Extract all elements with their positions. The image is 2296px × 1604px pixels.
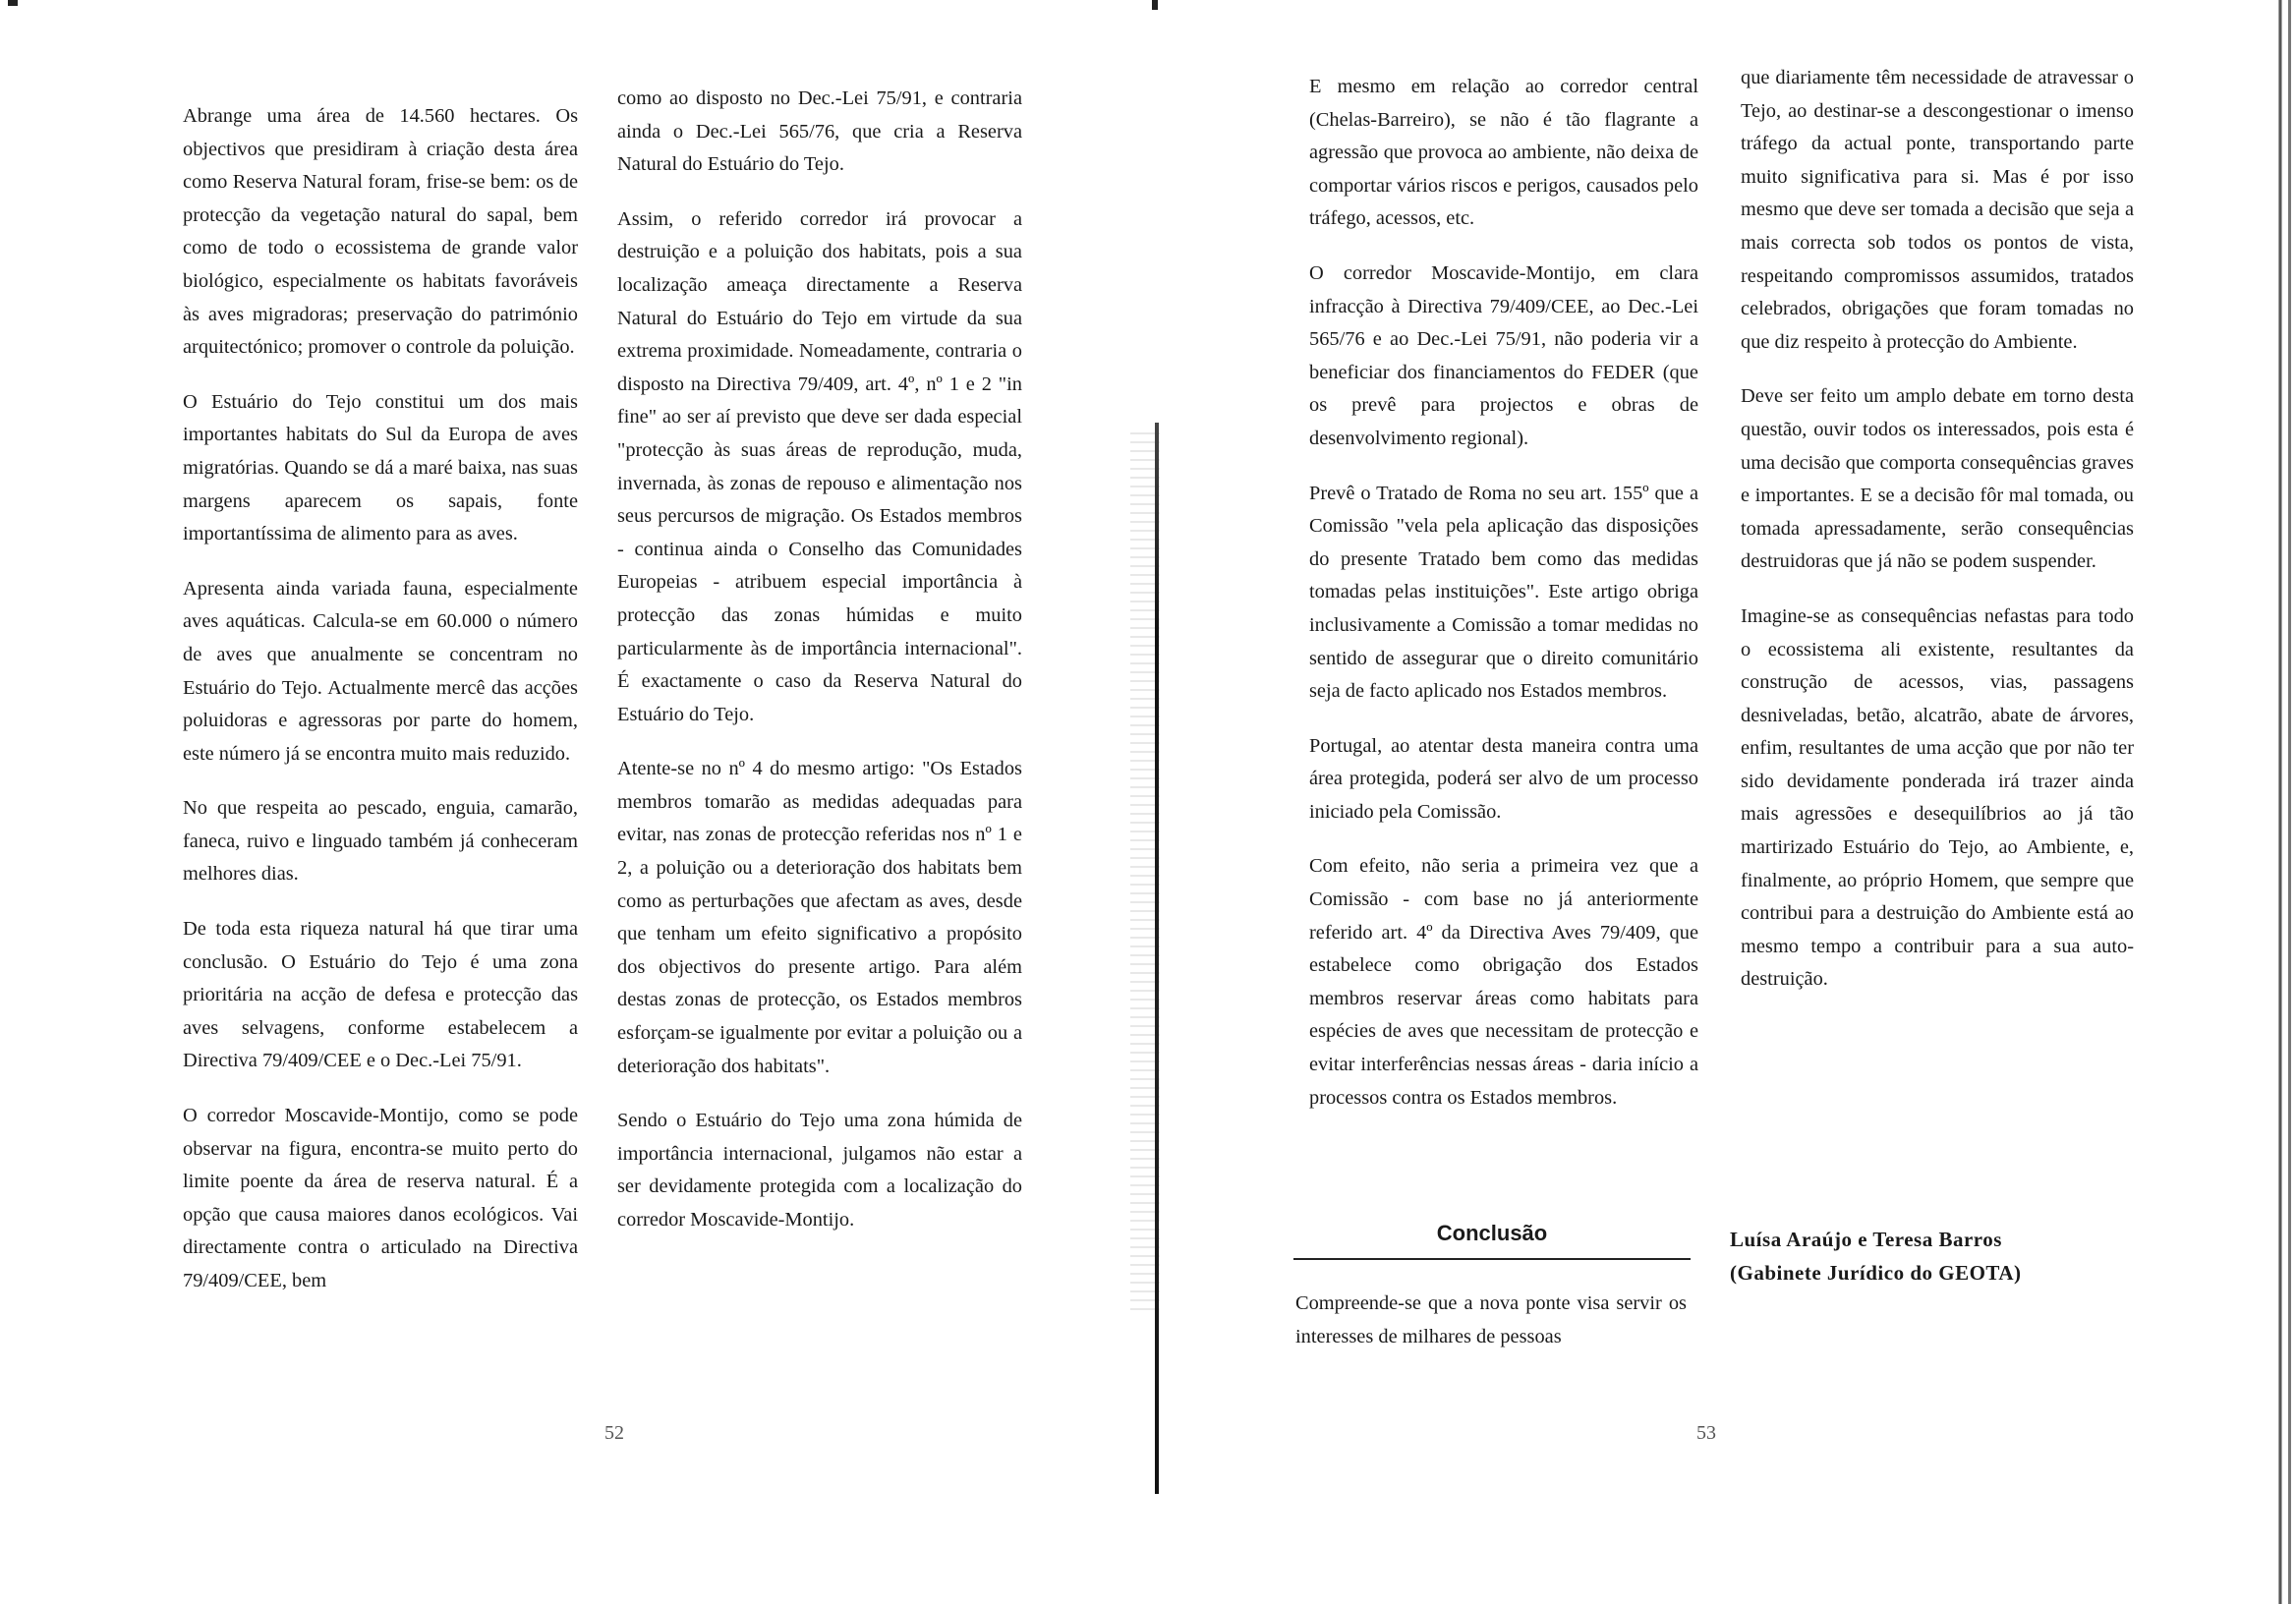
scan-mark: [1152, 0, 1158, 10]
page-edge: [2288, 0, 2291, 1604]
right-page-column-2: [1741, 62, 2134, 1018]
conclusion-text: [1295, 1288, 1687, 1375]
scan-mark: [8, 0, 18, 6]
paragraph: Abrange uma área de 14.560 hectares. Os objectivos que presidiram à criação desta área como Reserva Natural foram, frise-se bem: os de protecção da vegetação natural do sapal, bem como de todo o ecossistema de grande valor biológico, especialmente os habitats favoráveis às aves migradoras; preservação do património arquitectónico; promover o controle da poluição.: [183, 105, 578, 359]
right-page-column-1: [1309, 71, 1698, 1136]
paragraph: No que respeita ao pescado, enguia, camarão, faneca, ruivo e linguado também já conheceram melhores dias.: [183, 797, 578, 886]
paragraph: Portugal, ao atentar desta maneira contra uma área protegida, poderá ser alvo de um processo iniciado pela Comissão.: [1309, 734, 1698, 823]
page-edge: [2278, 0, 2282, 1604]
paragraph: Compreende-se que a nova ponte visa servir os interesses de milhares de pessoas: [1295, 1292, 1687, 1347]
paragraph: O corredor Moscavide-Montijo, em clara infracção à Directiva 79/409/CEE, ao Dec.-Lei 565/76 e ao Dec.-Lei 75/91, não poderia vir a beneficiar dos financiamentos do FEDER (que os prevê para projectos e obras de desenvolvimento regional).: [1309, 261, 1698, 449]
paragraph: Assim, o referido corredor irá provocar a destruição e a poluição dos habitats, pois a sua localização ameaça directamente a Reserva Natural do Estuário do Tejo em virtude da sua extrema proximidade. Nomeadamente, contraria o disposto na Directiva 79/409, art. 4º, nº 1 e 2 "in fine" ao ser aí previsto que deve ser dada especial "protecção às suas áreas de reprodução, muda, invernada, às zonas de repouso e alimentação nos seus percursos de migração. Os Estados membros - continua ainda o Conselho das Comunidades Europeias - atribuem especial importância à protecção das zonas húmidas e muito particularmente às de importância internacional". É exactamente o caso da Reserva Natural do Estuário do Tejo.: [617, 207, 1022, 725]
left-page-column-2: [617, 83, 1022, 1259]
paragraph: Prevê o Tratado de Roma no seu art. 155º que a Comissão "vela pela aplicação das disposições do presente Tratado bem como das medidas tomadas pelas instituições". Este artigo obriga inclusivamente a Comissão a tomar medidas no sentido de assegurar que o direito comunitário seja de facto aplicado nos Estados membros.: [1309, 482, 1698, 703]
section-heading: Conclusão: [1293, 1219, 1691, 1260]
author-names: Luísa Araújo e Teresa Barros: [1730, 1228, 2002, 1251]
paragraph: E mesmo em relação ao corredor central (Chelas-Barreiro), se não é tão flagrante a agressão que provoca ao ambiente, não deixa de comportar vários riscos e perigos, causados pelo tráfego, acessos, etc.: [1309, 76, 1698, 230]
page-number: 53: [1696, 1422, 1716, 1444]
left-page-column-1: [183, 100, 578, 1320]
paragraph: Atente-se no nº 4 do mesmo artigo: "Os Estados membros tomarão as medidas adequadas para evitar, nas zonas de protecção referidas nos nº 1 e 2, a poluição ou a deterioração dos habitats bem como as perturbações que afectam as aves, desde que tenham um efeito significativo a propósito dos objectivos do presente artigo. Para além destas zonas de protecção, os Estados membros esforçam-se igualmente por evitar a poluição ou a deterioração dos habitats".: [617, 758, 1022, 1077]
paragraph: O Estuário do Tejo constitui um dos mais importantes habitats do Sul da Europa de aves migratórias. Quando se dá a maré baixa, nas suas margens aparecem os sapais, fonte importantíssima de alimento para as aves.: [183, 390, 578, 545]
paragraph: Sendo o Estuário do Tejo uma zona húmida de importância internacional, julgamos não estar a ser devidamente protegida com a localização do corredor Moscavide-Montijo.: [617, 1110, 1022, 1231]
author-affiliation: (Gabinete Jurídico do GEOTA): [1730, 1261, 2022, 1285]
paragraph: Imagine-se as consequências nefastas para todo o ecossistema ali existente, resultantes da construção de acessos, vias, passagens desniveladas, betão, alcatrão, abate de árvores, enfim, resultantes de uma acção que por não ter sido devidamente ponderada irá trazer ainda mais agressões e desequilíbrios ao já tão martirizado Estuário do Tejo, ao Ambiente, e, finalmente, ao próprio Homem, que sempre que contribui para a destruição do Ambiente está ao mesmo tempo a contribuir para a sua auto-destruição.: [1741, 604, 2134, 991]
paragraph: Apresenta ainda variada fauna, especialmente aves aquáticas. Calcula-se em 60.000 o número de aves que anualmente se concentram no Estuário do Tejo. Actualmente mercê das acções poluidoras e agressoras por parte do homem, este número já se encontra muito mais reduzido.: [183, 577, 578, 765]
author-signature: [1730, 1223, 2143, 1289]
page-number: 52: [604, 1422, 624, 1444]
paragraph: O corredor Moscavide-Montijo, como se pode observar na figura, encontra-se muito perto do limite poente da área de reserva natural. É a opção que causa maiores danos ecológicos. Vai directamente contra o articulado na Directiva 79/409/CEE, bem: [183, 1105, 578, 1291]
paragraph: Deve ser feito um amplo debate em torno desta questão, ouvir todos os interessados, pois esta é uma decisão que comporta consequências graves e importantes. E se a decisão fôr mal tomada, ou tomada apressadamente, serão consequências destruidoras que já não se podem suspender.: [1741, 385, 2134, 573]
paragraph: Com efeito, não seria a primeira vez que a Comissão - com base no já anteriormente referido art. 4º da Directiva Aves 79/409, que estabelece como obrigação dos Estados membros reservar áreas como habitats para espécies de aves que necessitam de protecção e evitar interferências nessas áreas - daria início a processos contra os Estados membros.: [1309, 855, 1698, 1109]
paragraph: que diariamente têm necessidade de atravessar o Tejo, ao destinar-se a descongestionar o imenso tráfego da actual ponte, transportando parte muito significativa para si. Mas é por isso mesmo que deve ser tomada a decisão que seja a mais correcta sob todos os pontos de vista, respeitando compromissos assumidos, tratados celebrados, obrigações que foram tomadas no que diz respeito à protecção do Ambiente.: [1741, 67, 2134, 353]
book-gutter: [1155, 423, 1159, 1494]
paragraph: como ao disposto no Dec.-Lei 75/91, e contraria ainda o Dec.-Lei 565/76, que cria a Reserva Natural do Estuário do Tejo.: [617, 87, 1022, 176]
paragraph: De toda esta riqueza natural há que tirar uma conclusão. O Estuário do Tejo é uma zona prioritária na acção de defesa e protecção das aves selvagens, conforme estabelecem a Directiva 79/409/CEE e o Dec.-Lei 75/91.: [183, 918, 578, 1072]
